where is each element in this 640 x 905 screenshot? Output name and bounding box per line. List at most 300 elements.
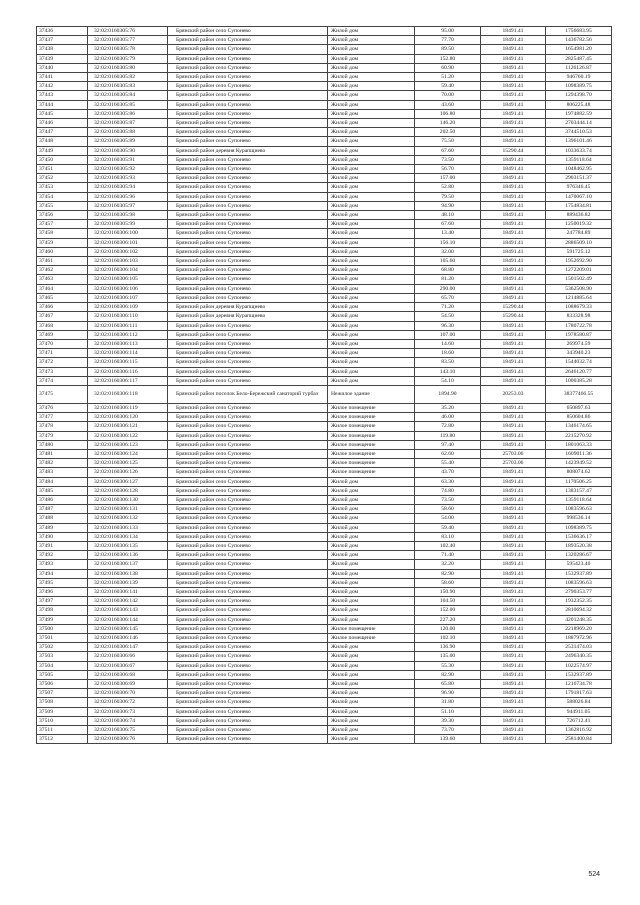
row-number-cell: 37469	[37, 330, 88, 339]
address-cell: Брянский район село Супонево	[168, 128, 328, 137]
area-cell: 152.00	[415, 606, 481, 615]
cadastral-value-cell: 1754834.81	[546, 201, 612, 210]
object-type-cell: Жилой дом	[328, 707, 415, 716]
address-cell: Брянский район поселок Бело-Бережский санаторий турбаз	[168, 385, 328, 403]
object-type-cell: Жилой дом	[328, 82, 415, 91]
address-cell: Брянский район село Супонево	[168, 63, 328, 72]
table-row	[37, 698, 612, 707]
specific-value-cell: 18491.41	[481, 211, 546, 220]
row-number-cell: 37456	[37, 211, 88, 220]
table-row	[37, 321, 612, 330]
cadastral-value-cell: 591725.12	[546, 247, 612, 256]
row-number-cell: 37454	[37, 192, 88, 201]
object-type-cell: Жилой дом	[328, 578, 415, 587]
cadastral-number-cell: 32:02:0160306:114	[88, 349, 168, 358]
address-cell: Брянский район село Супонево	[168, 155, 328, 164]
address-cell: Брянский район деревня Курапщиево	[168, 303, 328, 312]
cadastral-number-cell: 32:02:0160306:130	[88, 495, 168, 504]
area-cell: 119.80	[415, 431, 481, 440]
cadastral-value-cell: 1893520.38	[546, 541, 612, 550]
object-type-cell: Жилой дом	[328, 174, 415, 183]
address-cell: Брянский район село Супонево	[168, 413, 328, 422]
address-cell: Брянский район село Супонево	[168, 643, 328, 652]
cadastral-value-cell: 1083596.63	[546, 505, 612, 514]
cadastral-value-cell: 1126126.87	[546, 63, 612, 72]
area-cell: 73.50	[415, 495, 481, 504]
cadastral-number-cell: 32:02:0160306:139	[88, 578, 168, 587]
object-type-cell: Жилой дом	[328, 54, 415, 63]
address-cell: Брянский район село Супонево	[168, 54, 328, 63]
row-number-cell: 37445	[37, 109, 88, 118]
object-type-cell: Жилой дом	[328, 569, 415, 578]
table-row	[37, 385, 612, 403]
address-cell: Брянский район село Супонево	[168, 330, 328, 339]
row-number-cell: 37478	[37, 422, 88, 431]
row-number-cell: 37499	[37, 615, 88, 624]
address-cell: Брянский район село Супонево	[168, 91, 328, 100]
object-type-cell: Жилой дом	[328, 615, 415, 624]
object-type-cell: Жилой дом	[328, 146, 415, 155]
row-number-cell: 37504	[37, 661, 88, 670]
cadastral-value-cell: 1544032.74	[546, 358, 612, 367]
cadastral-value-cell: 1000385.28	[546, 376, 612, 385]
object-type-cell: Жилой дом	[328, 312, 415, 321]
table-row	[37, 495, 612, 504]
address-cell: Брянский район село Супонево	[168, 615, 328, 624]
object-type-cell: Жилой дом	[328, 532, 415, 541]
area-cell: 102.40	[415, 541, 481, 550]
cadastral-number-cell: 32:02:0160306:69	[88, 680, 168, 689]
specific-value-cell: 18491.41	[481, 36, 546, 45]
address-cell: Брянский район село Супонево	[168, 560, 328, 569]
row-number-cell: 37510	[37, 716, 88, 725]
area-cell: 96.90	[415, 689, 481, 698]
address-cell: Брянский район село Супонево	[168, 266, 328, 275]
cadastral-number-cell: 32:02:0160306:116	[88, 367, 168, 376]
address-cell: Брянский район село Супонево	[168, 358, 328, 367]
specific-value-cell: 18491.41	[481, 137, 546, 146]
table-row	[37, 349, 612, 358]
object-type-cell: Жилой дом	[328, 91, 415, 100]
specific-value-cell: 18491.41	[481, 192, 546, 201]
table-row	[37, 606, 612, 615]
table-row	[37, 339, 612, 348]
object-type-cell: Жилой дом	[328, 541, 415, 550]
object-type-cell: Жилое помещение	[328, 403, 415, 412]
specific-value-cell: 18491.41	[481, 45, 546, 54]
cadastral-number-cell: 32:02:0160306:100	[88, 229, 168, 238]
cadastral-value-cell: 1294398.70	[546, 91, 612, 100]
object-type-cell: Жилой дом	[328, 376, 415, 385]
area-cell: 58.60	[415, 505, 481, 514]
cadastral-number-cell: 32:02:0160305:99	[88, 220, 168, 229]
object-type-cell: Жилой дом	[328, 220, 415, 229]
table-row	[37, 422, 612, 431]
table-row	[37, 376, 612, 385]
table-row	[37, 477, 612, 486]
address-cell: Брянский район село Супонево	[168, 440, 328, 449]
area-cell: 62.60	[415, 449, 481, 458]
address-cell: Брянский район село Супонево	[168, 624, 328, 633]
cadastral-value-cell: 1952692.90	[546, 257, 612, 266]
object-type-cell: Жилой дом	[328, 284, 415, 293]
area-cell: 81.20	[415, 275, 481, 284]
table-row	[37, 541, 612, 550]
address-cell: Брянский район село Супонево	[168, 321, 328, 330]
object-type-cell: Жилой дом	[328, 119, 415, 128]
cadastral-value-cell: 1170506.25	[546, 477, 612, 486]
area-cell: 65.70	[415, 293, 481, 302]
object-type-cell: Жилой дом	[328, 293, 415, 302]
row-number-cell: 37457	[37, 220, 88, 229]
object-type-cell: Жилой дом	[328, 349, 415, 358]
row-number-cell: 37458	[37, 229, 88, 238]
cadastral-value-cell: 3744510.53	[546, 128, 612, 137]
area-cell: 102.10	[415, 634, 481, 643]
address-cell: Брянский район село Супонево	[168, 680, 328, 689]
table-row	[37, 413, 612, 422]
area-cell: 48.10	[415, 211, 481, 220]
area-cell: 32.20	[415, 560, 481, 569]
address-cell: Брянский район село Супонево	[168, 514, 328, 523]
area-cell: 82.90	[415, 670, 481, 679]
specific-value-cell: 18491.41	[481, 551, 546, 560]
cadastral-number-cell: 32:02:0160306:145	[88, 624, 168, 633]
area-cell: 227.20	[415, 615, 481, 624]
specific-value-cell: 18491.41	[481, 358, 546, 367]
cadastral-value-cell: 2581400.84	[546, 735, 612, 744]
cadastral-number-cell: 32:02:0160306:118	[88, 385, 168, 403]
table-row	[37, 303, 612, 312]
table-row	[37, 532, 612, 541]
table-row	[37, 100, 612, 109]
cadastral-value-cell: 1033633.74	[546, 146, 612, 155]
cadastral-number-cell: 32:02:0160306:113	[88, 339, 168, 348]
cadastral-number-cell: 32:02:0160306:66	[88, 652, 168, 661]
object-type-cell: Жилой дом	[328, 109, 415, 118]
specific-value-cell: 18491.41	[481, 284, 546, 293]
specific-value-cell: 15290.44	[481, 303, 546, 312]
address-cell: Брянский район село Супонево	[168, 403, 328, 412]
table-row	[37, 128, 612, 137]
cadastral-value-cell: 1083596.63	[546, 578, 612, 587]
row-number-cell: 37465	[37, 293, 88, 302]
cadastral-value-cell: 1887972.96	[546, 634, 612, 643]
cadastral-number-cell: 32:02:0160306:117	[88, 376, 168, 385]
object-type-cell: Жилой дом	[328, 100, 415, 109]
area-cell: 105.60	[415, 257, 481, 266]
area-cell: 97.40	[415, 440, 481, 449]
cadastral-number-cell: 32:02:0160306:144	[88, 615, 168, 624]
area-cell: 14.60	[415, 339, 481, 348]
row-number-cell: 37480	[37, 440, 88, 449]
table-row	[37, 82, 612, 91]
specific-value-cell: 18491.41	[481, 569, 546, 578]
object-type-cell: Жилой дом	[328, 523, 415, 532]
object-type-cell: Жилой дом	[328, 257, 415, 266]
table-row	[37, 514, 612, 523]
address-cell: Брянский район село Супонево	[168, 422, 328, 431]
table-row	[37, 192, 612, 201]
row-number-cell: 37459	[37, 238, 88, 247]
cadastral-value-cell: 595423.40	[546, 560, 612, 569]
specific-value-cell: 18491.41	[481, 155, 546, 164]
cadastral-number-cell: 32:02:0160306:107	[88, 293, 168, 302]
address-cell: Брянский район село Супонево	[168, 293, 328, 302]
cadastral-value-cell: 2703444.14	[546, 119, 612, 128]
object-type-cell: Жилой дом	[328, 330, 415, 339]
area-cell: 59.40	[415, 82, 481, 91]
table-row	[37, 109, 612, 118]
address-cell: Брянский район село Супонево	[168, 606, 328, 615]
table-row	[37, 587, 612, 596]
table-row	[37, 523, 612, 532]
address-cell: Брянский район село Супонево	[168, 109, 328, 118]
cadastral-value-cell: 1359118.64	[546, 155, 612, 164]
row-number-cell: 37475	[37, 385, 88, 403]
address-cell: Брянский район село Супонево	[168, 367, 328, 376]
cadastral-number-cell: 32:02:0160305:96	[88, 192, 168, 201]
cadastral-value-cell: 2903151.37	[546, 174, 612, 183]
cadastral-number-cell: 32:02:0160305:76	[88, 27, 168, 36]
table-row	[37, 229, 612, 238]
cadastral-number-cell: 32:02:0160306:67	[88, 661, 168, 670]
cadastral-number-cell: 32:02:0160306:135	[88, 541, 168, 550]
table-row	[37, 247, 612, 256]
cadastral-number-cell: 32:02:0160306:133	[88, 523, 168, 532]
table-row	[37, 238, 612, 247]
table-row	[37, 201, 612, 210]
address-cell: Брянский район село Супонево	[168, 578, 328, 587]
table-row	[37, 312, 612, 321]
address-cell: Брянский район село Супонево	[168, 716, 328, 725]
cadastral-number-cell: 32:02:0160306:110	[88, 312, 168, 321]
specific-value-cell: 18491.41	[481, 643, 546, 652]
cadastral-value-cell: 1272209.01	[546, 266, 612, 275]
cadastral-value-cell: 343940.23	[546, 349, 612, 358]
area-cell: 136.90	[415, 643, 481, 652]
cadastral-number-cell: 32:02:0160305:88	[88, 128, 168, 137]
row-number-cell: 37482	[37, 459, 88, 468]
area-cell: 202.50	[415, 128, 481, 137]
object-type-cell: Жилое помещение	[328, 634, 415, 643]
cadastral-value-cell: 1022574.97	[546, 661, 612, 670]
object-type-cell: Жилой дом	[328, 183, 415, 192]
cadastral-value-cell: 1780722.78	[546, 321, 612, 330]
cadastral-number-cell: 32:02:0160305:78	[88, 45, 168, 54]
cadastral-number-cell: 32:02:0160306:138	[88, 569, 168, 578]
cadastral-value-cell: 1609011.36	[546, 449, 612, 458]
address-cell: Брянский район село Супонево	[168, 229, 328, 238]
table-row	[37, 91, 612, 100]
specific-value-cell: 18491.41	[481, 440, 546, 449]
row-number-cell: 37440	[37, 63, 88, 72]
cadastral-value-cell: 1501502.49	[546, 275, 612, 284]
specific-value-cell: 25703.06	[481, 459, 546, 468]
table-row	[37, 137, 612, 146]
address-cell: Брянский район село Супонево	[168, 376, 328, 385]
cadastral-number-cell: 32:02:0160306:119	[88, 403, 168, 412]
object-type-cell: Жилой дом	[328, 670, 415, 679]
specific-value-cell: 18491.41	[481, 339, 546, 348]
cadastral-number-cell: 32:02:0160306:137	[88, 560, 168, 569]
cadastral-number-cell: 32:02:0160306:128	[88, 486, 168, 495]
area-cell: 75.50	[415, 137, 481, 146]
cadastral-number-cell: 32:02:0160306:111	[88, 321, 168, 330]
address-cell: Брянский район село Супонево	[168, 82, 328, 91]
specific-value-cell: 18491.41	[481, 229, 546, 238]
object-type-cell: Жилой дом	[328, 726, 415, 735]
cadastral-number-cell: 32:02:0160306:124	[88, 449, 168, 458]
cadastral-number-cell: 32:02:0160306:112	[88, 330, 168, 339]
row-number-cell: 37512	[37, 735, 88, 744]
address-cell: Брянский район село Супонево	[168, 523, 328, 532]
row-number-cell: 37503	[37, 652, 88, 661]
row-number-cell: 37460	[37, 247, 88, 256]
cadastral-value-cell: 1974882.59	[546, 109, 612, 118]
cadastral-value-cell: 1362816.92	[546, 726, 612, 735]
specific-value-cell: 18491.41	[481, 477, 546, 486]
specific-value-cell: 18491.41	[481, 735, 546, 744]
address-cell: Брянский район село Супонево	[168, 220, 328, 229]
cadastral-value-cell: 269974.59	[546, 339, 612, 348]
cadastral-number-cell: 32:02:0160306:142	[88, 597, 168, 606]
specific-value-cell: 18491.41	[481, 505, 546, 514]
area-cell: 135.00	[415, 652, 481, 661]
specific-value-cell: 18491.41	[481, 468, 546, 477]
area-cell: 77.70	[415, 36, 481, 45]
cadastral-value-cell: 889436.82	[546, 211, 612, 220]
table-row	[37, 486, 612, 495]
specific-value-cell: 18491.41	[481, 54, 546, 63]
cadastral-value-cell: 1756683.95	[546, 27, 612, 36]
object-type-cell: Жилой дом	[328, 680, 415, 689]
table-row	[37, 36, 612, 45]
specific-value-cell: 18491.41	[481, 615, 546, 624]
specific-value-cell: 18491.41	[481, 532, 546, 541]
object-type-cell: Жилой дом	[328, 247, 415, 256]
cadastral-value-cell: 1320286.67	[546, 551, 612, 560]
address-cell: Брянский район село Супонево	[168, 597, 328, 606]
area-cell: 54.50	[415, 312, 481, 321]
row-number-cell: 37505	[37, 670, 88, 679]
table-row	[37, 63, 612, 72]
address-cell: Брянский район село Супонево	[168, 238, 328, 247]
cadastral-number-cell: 32:02:0160306:147	[88, 643, 168, 652]
cadastral-number-cell: 32:02:0160306:122	[88, 431, 168, 440]
cadastral-value-cell: 998536.14	[546, 514, 612, 523]
cadastral-value-cell: 2646120.77	[546, 367, 612, 376]
specific-value-cell: 18491.41	[481, 82, 546, 91]
cadastral-value-cell: 2496340.35	[546, 652, 612, 661]
cadastral-value-cell: 247784.89	[546, 229, 612, 238]
address-cell: Брянский район село Супонево	[168, 449, 328, 458]
address-cell: Брянский район село Супонево	[168, 349, 328, 358]
address-cell: Брянский район село Супонево	[168, 634, 328, 643]
specific-value-cell: 18491.41	[481, 514, 546, 523]
area-cell: 96.30	[415, 321, 481, 330]
specific-value-cell: 18491.41	[481, 680, 546, 689]
row-number-cell: 37438	[37, 45, 88, 54]
cadastral-number-cell: 32:02:0160306:126	[88, 468, 168, 477]
row-number-cell: 37436	[37, 27, 88, 36]
address-cell: Брянский район село Супонево	[168, 73, 328, 82]
cadastral-number-cell: 32:02:0160306:146	[88, 634, 168, 643]
address-cell: Брянский район село Супонево	[168, 468, 328, 477]
address-cell: Брянский район село Супонево	[168, 735, 328, 744]
cadastral-number-cell: 32:02:0160306:134	[88, 532, 168, 541]
cadastral-number-cell: 32:02:0160306:101	[88, 238, 168, 247]
address-cell: Брянский район село Супонево	[168, 689, 328, 698]
address-cell: Брянский район село Супонево	[168, 551, 328, 560]
row-number-cell: 37442	[37, 82, 88, 91]
cadastral-value-cell: 650897.63	[546, 403, 612, 412]
object-type-cell: Жилой дом	[328, 192, 415, 201]
cadastral-value-cell: 588026.84	[546, 698, 612, 707]
row-number-cell: 37443	[37, 91, 88, 100]
specific-value-cell: 18491.41	[481, 495, 546, 504]
cadastral-number-cell: 32:02:0160305:90	[88, 146, 168, 155]
address-cell: Брянский район село Супонево	[168, 275, 328, 284]
address-cell: Брянский район село Супонево	[168, 137, 328, 146]
object-type-cell: Жилой дом	[328, 551, 415, 560]
address-cell: Брянский район село Супонево	[168, 707, 328, 716]
table-row	[37, 73, 612, 82]
specific-value-cell: 18491.41	[481, 578, 546, 587]
address-cell: Брянский район село Супонево	[168, 247, 328, 256]
cadastral-number-cell: 32:02:0160305:79	[88, 54, 168, 63]
table-row	[37, 119, 612, 128]
row-number-cell: 37479	[37, 431, 88, 440]
specific-value-cell: 18491.41	[481, 220, 546, 229]
object-type-cell: Жилой дом	[328, 303, 415, 312]
object-type-cell: Жилой дом	[328, 689, 415, 698]
cadastral-value-cell: 2531474.03	[546, 643, 612, 652]
row-number-cell: 37506	[37, 680, 88, 689]
object-type-cell: Жилой дом	[328, 229, 415, 238]
cadastral-value-cell: 1932352.35	[546, 597, 612, 606]
table-row	[37, 174, 612, 183]
table-row	[37, 615, 612, 624]
cadastral-value-cell: 806225.48	[546, 100, 612, 109]
table-row	[37, 403, 612, 412]
table-row	[37, 578, 612, 587]
cadastral-value-cell: 1088679.33	[546, 303, 612, 312]
object-type-cell: Жилой дом	[328, 201, 415, 210]
address-cell: Брянский район село Супонево	[168, 211, 328, 220]
cadastral-value-cell: 1098389.75	[546, 523, 612, 532]
area-cell: 95.00	[415, 27, 481, 36]
specific-value-cell: 18491.41	[481, 560, 546, 569]
cadastral-number-cell: 32:02:0160305:84	[88, 91, 168, 100]
specific-value-cell: 18491.41	[481, 293, 546, 302]
object-type-cell: Жилой дом	[328, 275, 415, 284]
table-row	[37, 330, 612, 339]
area-cell: 106.80	[415, 109, 481, 118]
cadastral-number-cell: 32:02:0160305:80	[88, 63, 168, 72]
specific-value-cell: 18491.41	[481, 726, 546, 735]
object-type-cell: Жилое помещение	[328, 459, 415, 468]
object-type-cell: Жилой дом	[328, 321, 415, 330]
cadastral-value-cell: 1048462.95	[546, 165, 612, 174]
address-cell: Брянский район село Супонево	[168, 495, 328, 504]
cadastral-value-cell: 833328.98	[546, 312, 612, 321]
cadastral-number-cell: 32:02:0160305:86	[88, 109, 168, 118]
specific-value-cell: 18491.41	[481, 330, 546, 339]
object-type-cell: Жилое помещение	[328, 413, 415, 422]
cadastral-value-cell: 1654981.20	[546, 45, 612, 54]
table-row	[37, 293, 612, 302]
